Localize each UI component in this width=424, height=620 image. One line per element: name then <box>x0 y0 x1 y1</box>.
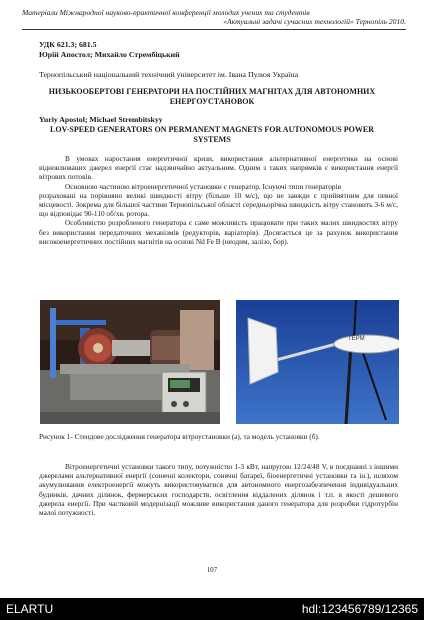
conference-header-line1: Матеріали Міжнародної науково-практичної конференції молодих учених та студентів <box>22 8 310 17</box>
test-stand-illustration <box>40 300 220 424</box>
paragraph: В умовах наростання енергетичної кризи, використання альтернативної енергетики на основі відновлюваних джерел енергії стає надзвичайно актуальним. Одним з таких напрямків є використання енергії вітрових потоків. <box>39 154 398 182</box>
affiliation: Тернопільський національний технічний університет ім. Івана Пулюя Україна <box>39 70 299 79</box>
handle-link[interactable]: hdl:123456789/12365 <box>301 602 418 616</box>
title-en: LOV-SPEED GENERATORS ON PERMANENT MAGNETS FOR AUTONOMOUS POWER SYSTEMS <box>50 125 374 144</box>
udk-block <box>39 40 180 59</box>
header-rule <box>22 29 406 30</box>
authors-ua: Юрій Апостол; Михайло Стрембіцький <box>39 49 180 59</box>
title-ua: НИЗЬКООБЕРТОВІ ГЕНЕРАТОРИ НА ПОСТІЙНИХ МАГНІТАХ ДЛЯ АВТОНОМНИХ ЕНЕРГОУСТАНОВОК <box>48 87 376 106</box>
conference-header <box>22 8 406 26</box>
paragraph: Вітроенергетичні установки такого типу, потужністю 1-3 кВт, напругою 12/24/48 V, в поєднанні з іншими джерелами альтернативної енергії (сонячні колектори, сонячні батареї, біоенергетичні установки та ін.), шляхом акумулювання електроенергії можуть використовуватися для автономного енергозабезпечення індивідуальних будинків, дачних ділянок, фермерських господарств, освітлення віддалених ділянок і т.п. в якості дешевого джерела енергії. При частковій модернізації можливе використання даного генератора для розробки гідротурбін малої потужності. <box>39 462 398 518</box>
figure-caption: Рисунок 1- Стендове дослідження генератора вітроустановки (а), та модель установки (б). <box>39 432 320 441</box>
authors-en: Yuriy Apostol; Michael Strembitskyy <box>39 115 163 124</box>
paragraph: розраховані на порівняно великі швидкості вітру (більше 10 м/с), що не завжди є прийнятним для певної місцевості. Зокрема для більшої частини Тернопільської області середньорічна швидкість вітру становить 3-6 м/с, що відповідає 90-110 об/хв. ротора. <box>39 190 398 219</box>
turbine-illustration <box>236 300 399 424</box>
repository-name: ELARTU <box>6 602 54 616</box>
turbine-label: ТЕРМ <box>348 336 365 342</box>
paragraph: Основною частиною вітроенергетичної установки є генератор. Існуючі типи генераторів <box>65 181 342 191</box>
photo-generator-test-stand <box>40 300 220 424</box>
body-text-bottom <box>39 462 398 517</box>
conference-header-line2: «Актуальні задачі сучасних технологій» Тернопіль 2010. <box>223 17 406 26</box>
photo-turbine-model <box>236 300 399 424</box>
page-number: 107 <box>206 567 218 574</box>
body-text-top <box>39 154 398 246</box>
udk-code: УДК 621.3; 681.5 <box>39 40 97 49</box>
repository-footer <box>0 598 424 620</box>
paragraph: Особливістю розробленого генератора є саме можливість працювати при таких малих швидкостях вітру без використання передаточних механізмів (редукторів, варіаторів). Досягається це за рахунок використання високоенергетичних постійних магнітів на основі Nd Fe B (неодим, залізо, бор). <box>39 218 398 246</box>
